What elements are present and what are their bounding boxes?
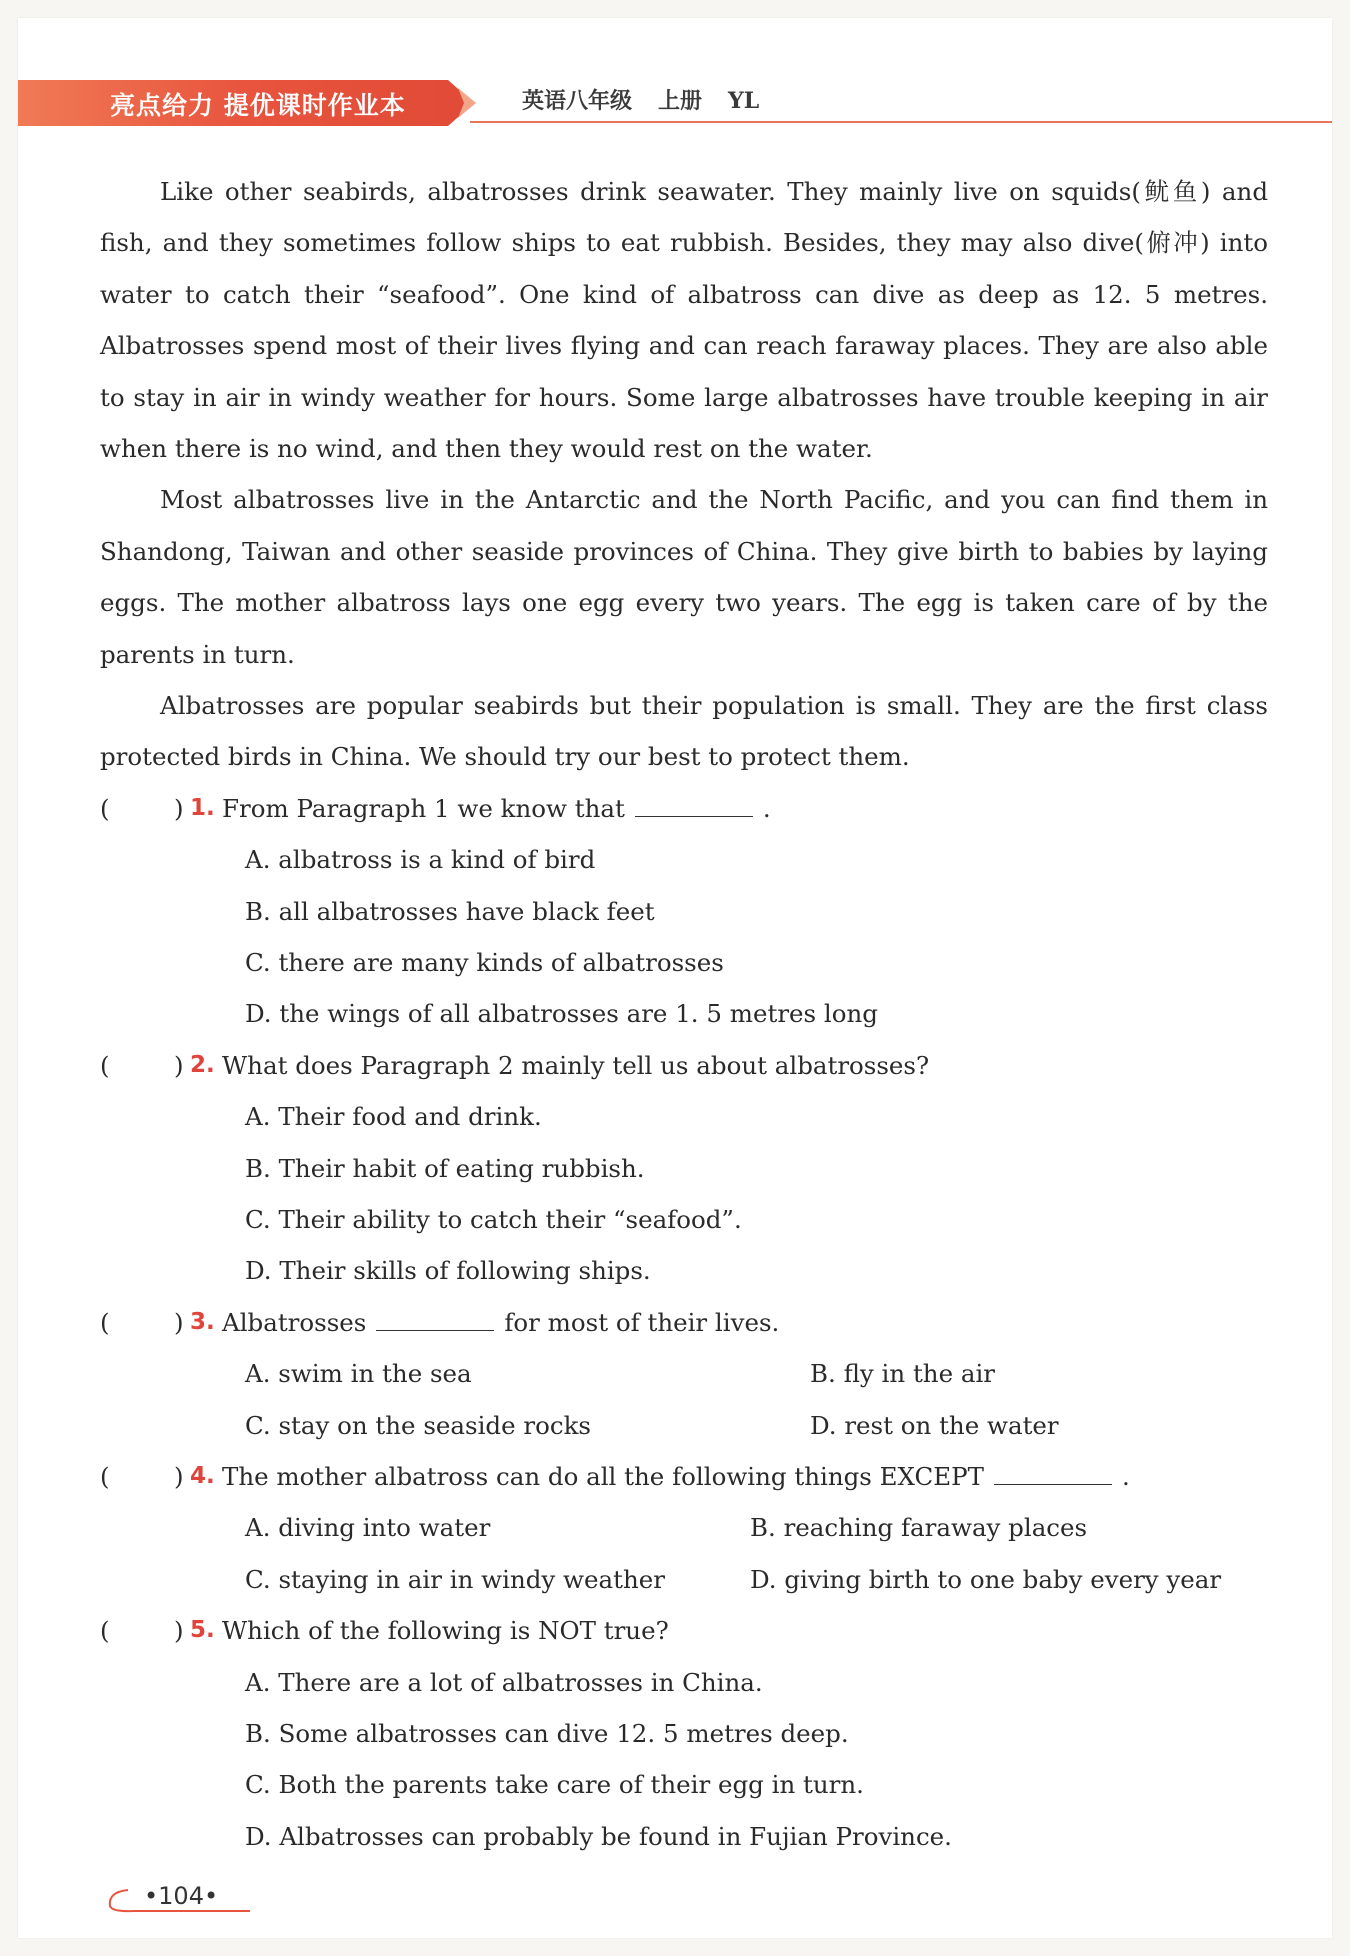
- question-stem: The mother albatross can do all the following things EXCEPT: [222, 1461, 985, 1491]
- answer-paren-open: (: [100, 1050, 110, 1080]
- option-a: A. diving into water: [245, 1513, 491, 1543]
- question-3: [100, 1297, 1268, 1348]
- option-row: [100, 834, 1268, 885]
- question-text: [222, 1297, 779, 1348]
- question-stem-end: .: [1122, 1461, 1130, 1491]
- option-d: D. Their skills of following ships.: [245, 1256, 651, 1286]
- subject-edition: YL: [728, 88, 760, 114]
- header-divider: [470, 121, 1332, 123]
- question-text: Which of the following is NOT true?: [222, 1616, 669, 1646]
- answer-blank: [376, 1304, 494, 1331]
- question-number: 5.: [190, 1617, 215, 1644]
- reading-content: [100, 166, 1268, 1862]
- answer-paren-close: ): [174, 1461, 184, 1491]
- option-row: [100, 1657, 1268, 1708]
- series-title: 亮点给力 提优课时作业本: [110, 91, 406, 120]
- option-b: B. all albatrosses have black feet: [245, 896, 655, 926]
- option-b: B. Some albatrosses can dive 12. 5 metres deep.: [245, 1718, 849, 1748]
- answer-blank: [635, 790, 753, 817]
- option-a: A. Their food and drink.: [245, 1102, 542, 1132]
- option-c: C. staying in air in windy weather: [245, 1564, 665, 1594]
- answer-paren-open: (: [100, 1307, 110, 1337]
- question-number: 4.: [190, 1462, 215, 1489]
- answer-paren-close: ): [174, 1307, 184, 1337]
- option-a: A. swim in the sea: [245, 1359, 472, 1389]
- option-c: C. stay on the seaside rocks: [245, 1410, 591, 1440]
- question-text: [222, 783, 771, 834]
- answer-blank: [994, 1458, 1112, 1485]
- page-number: •104•: [144, 1882, 219, 1910]
- question-text: What does Paragraph 2 mainly tell us about albatrosses?: [222, 1050, 930, 1080]
- answer-paren-close: ): [174, 1050, 184, 1080]
- option-b: B. fly in the air: [810, 1359, 996, 1389]
- option-d: D. rest on the water: [810, 1410, 1059, 1440]
- passage-paragraph: Albatrosses are popular seabirds but their population is small. They are the first class protected birds in China. We should try our best to protect them.: [100, 691, 1268, 772]
- option-row: [100, 1091, 1268, 1142]
- answer-paren-close: ): [174, 793, 184, 823]
- question-5: [100, 1605, 1268, 1656]
- option-d: D. the wings of all albatrosses are 1. 5 metres long: [245, 999, 878, 1029]
- option-row: [100, 1245, 1268, 1296]
- textbook-page: [18, 18, 1332, 1938]
- page-footer: [104, 1880, 254, 1916]
- option-a: A. There are a lot of albatrosses in China.: [245, 1667, 763, 1697]
- option-row: [100, 1348, 1268, 1399]
- question-stem: Albatrosses: [222, 1307, 367, 1337]
- subject-volume: 上册: [658, 89, 703, 114]
- option-row: [100, 886, 1268, 937]
- question-4: [100, 1451, 1268, 1502]
- option-b: B. Their habit of eating rubbish.: [245, 1153, 645, 1183]
- question-number: 3.: [190, 1308, 215, 1335]
- answer-paren-open: (: [100, 1616, 110, 1646]
- passage-paragraph: Like other seabirds, albatrosses drink seawater. They mainly live on squids(鱿鱼) and fish, and they sometimes follow ships to eat rubbish. Besides, they may also dive(俯冲) into water to catch their “seafood”. One kind of albatross can dive as deep as 12. 5 metres. Albatrosses spend most of their lives flying and can reach faraway places. They are also able to stay in air in windy weather for hours. Some large albatrosses have trouble keeping in air when there is no wind, and then they would rest on the water.: [100, 177, 1268, 464]
- option-d: D. Albatrosses can probably be found in Fujian Province.: [245, 1821, 952, 1851]
- option-row: [100, 1400, 1268, 1451]
- question-stem: From Paragraph 1 we know that: [222, 793, 625, 823]
- option-d: D. giving birth to one baby every year: [750, 1564, 1222, 1594]
- option-c: C. Both the parents take care of their egg in turn.: [245, 1770, 864, 1800]
- answer-paren-open: (: [100, 1461, 110, 1491]
- answer-paren-open: (: [100, 793, 110, 823]
- option-c: C. Their ability to catch their “seafood”.: [245, 1205, 742, 1234]
- question-stem-end: .: [762, 793, 771, 823]
- option-row: [100, 1143, 1268, 1194]
- option-a: A. albatross is a kind of bird: [245, 845, 596, 875]
- option-b: B. reaching faraway places: [750, 1513, 1088, 1543]
- option-row: [100, 1759, 1268, 1810]
- option-row: [100, 1554, 1268, 1605]
- question-stem-end: for most of their lives.: [504, 1307, 780, 1337]
- subject-grade: 英语八年级: [522, 89, 633, 114]
- header-banner: [18, 80, 488, 126]
- subject-label: [522, 84, 785, 115]
- option-c: C. there are many kinds of albatrosses: [245, 948, 724, 978]
- question-2: [100, 1040, 1268, 1091]
- option-row: [100, 1194, 1268, 1245]
- option-row: [100, 988, 1268, 1039]
- passage-paragraph: Most albatrosses live in the Antarctic and the North Pacific, and you can find them in Shandong, Taiwan and other seaside provinces of China. They give birth to babies by laying eggs. The mother albatross lays one egg every two years. The egg is taken care of by the parents in turn.: [100, 485, 1268, 669]
- option-row: [100, 1708, 1268, 1759]
- question-number: 2.: [190, 1051, 215, 1078]
- question-number: 1.: [190, 794, 215, 821]
- question-1: [100, 783, 1268, 834]
- question-text: [222, 1451, 1130, 1502]
- option-row: [100, 1811, 1268, 1862]
- answer-paren-close: ): [174, 1616, 184, 1646]
- option-row: [100, 937, 1268, 988]
- option-row: [100, 1502, 1268, 1553]
